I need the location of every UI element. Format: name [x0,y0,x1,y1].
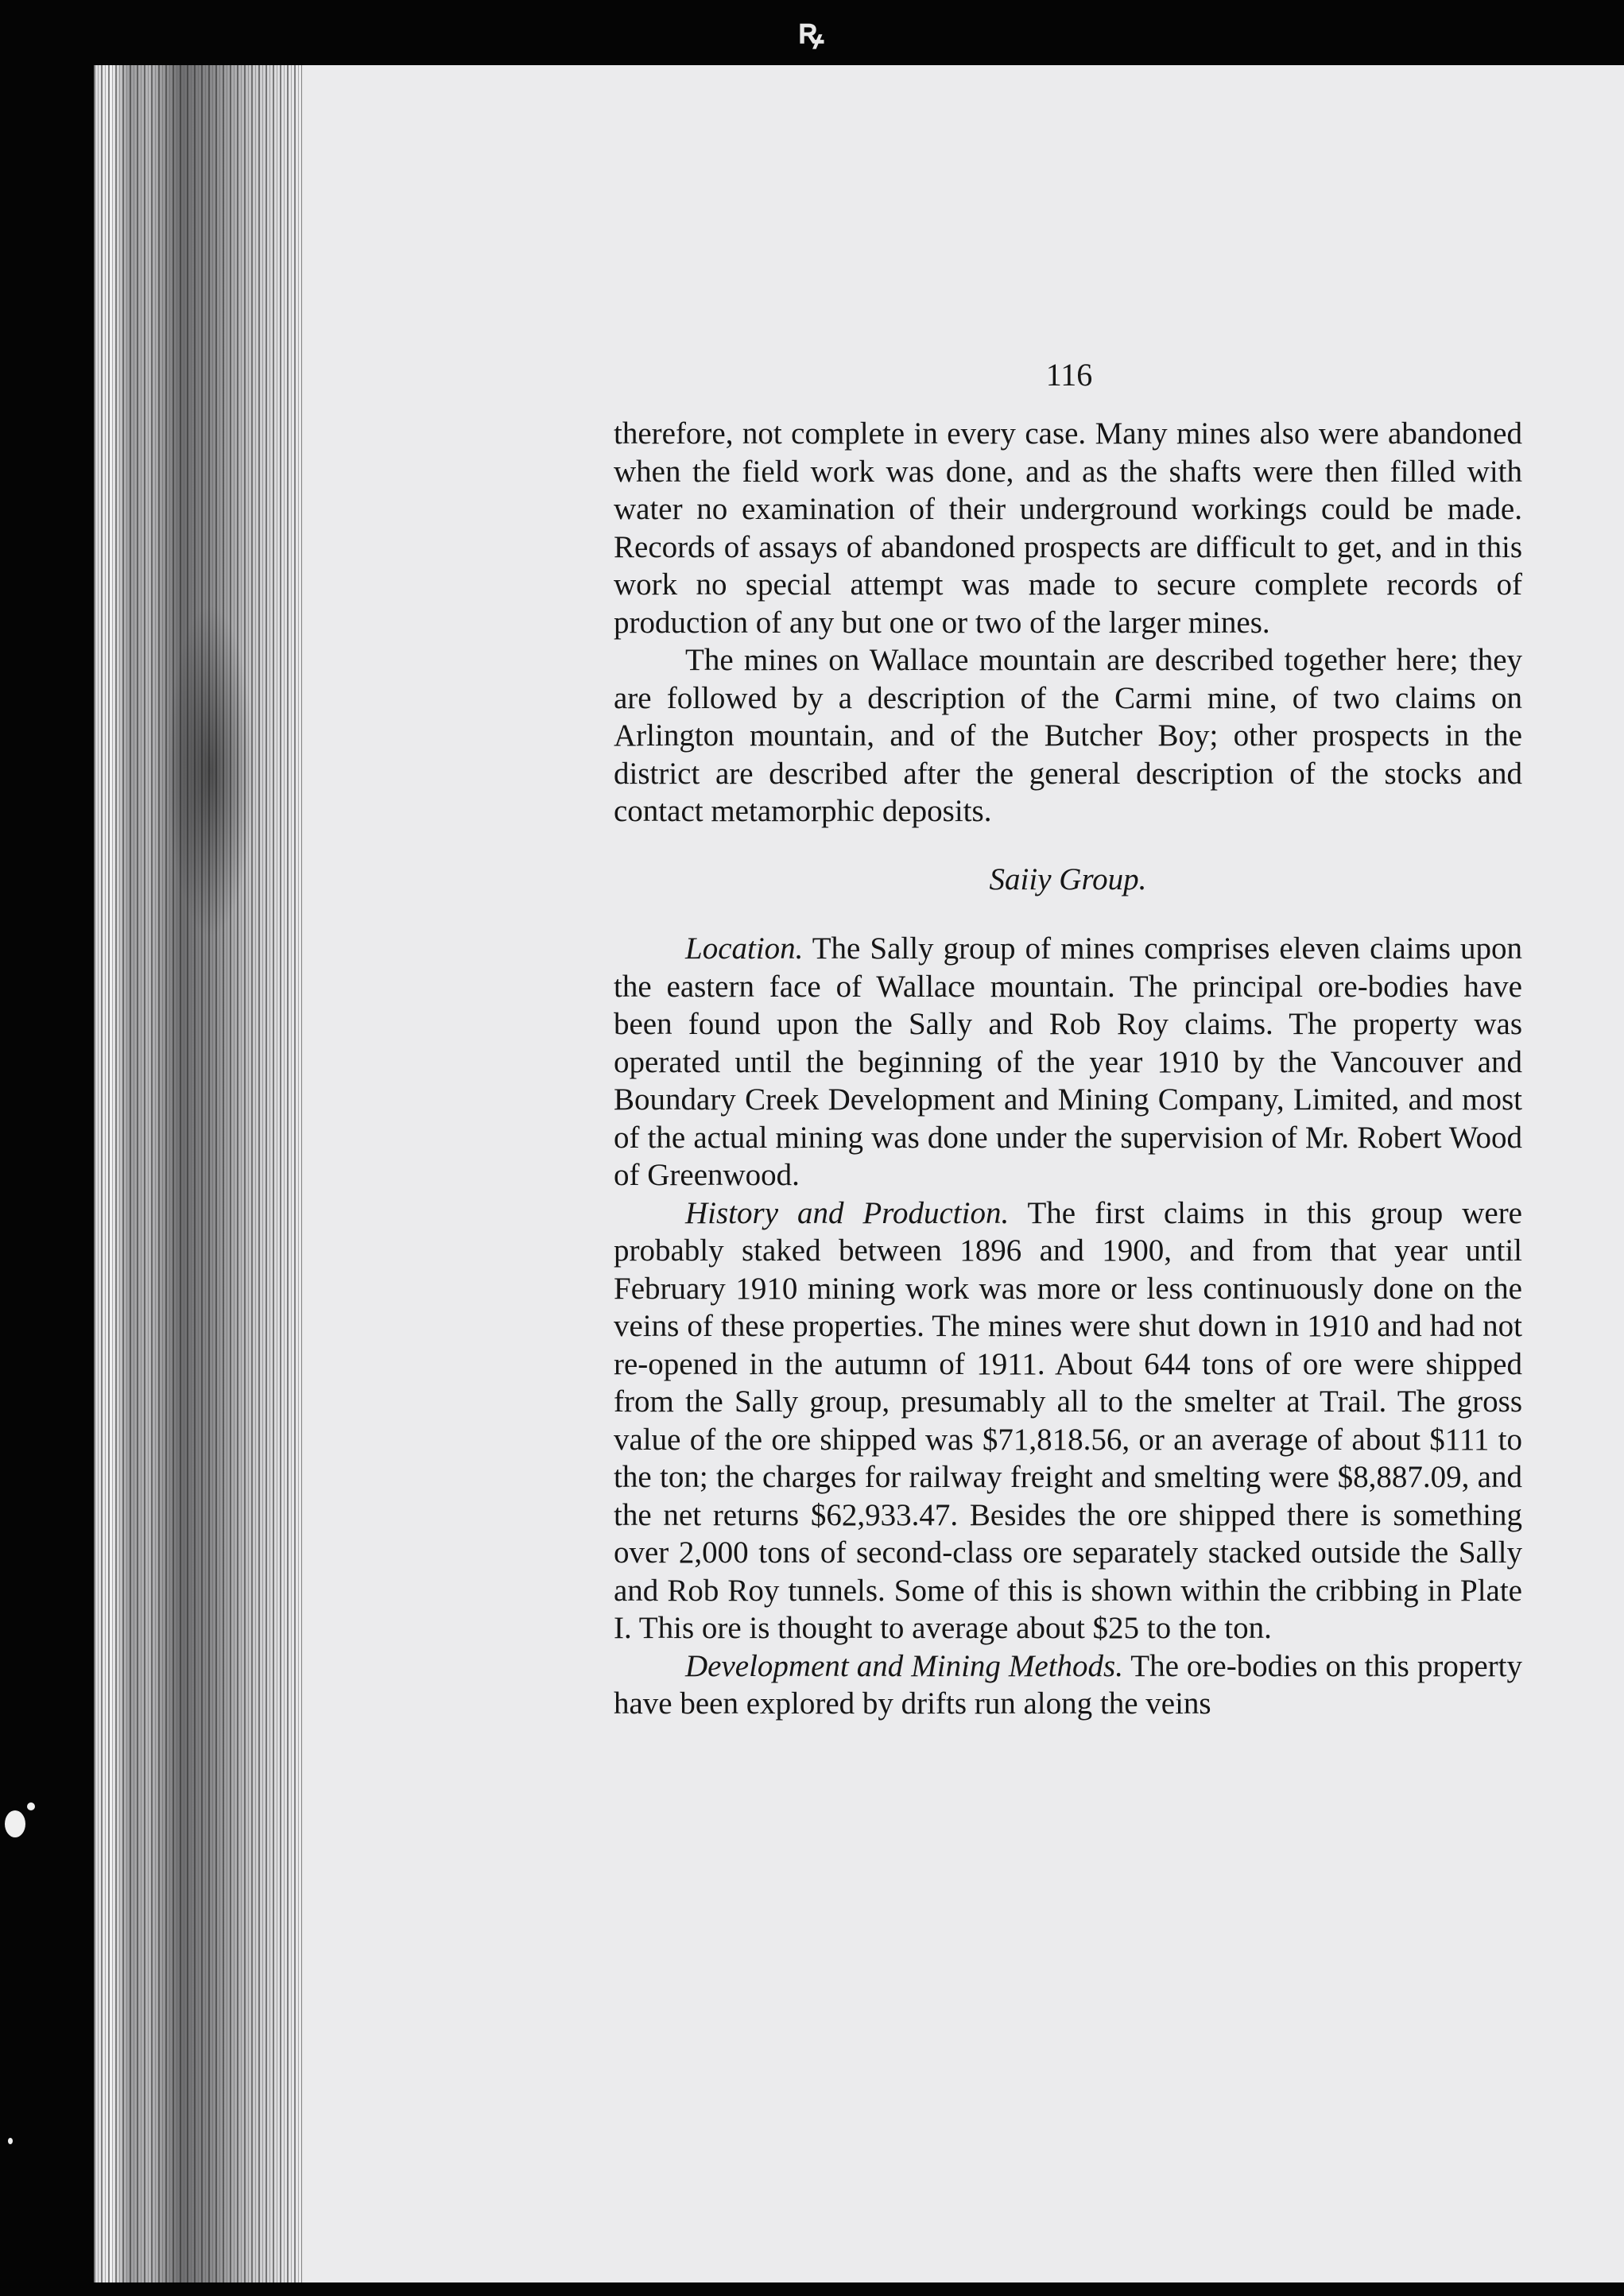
paragraph-development [614,1647,1522,1723]
page-number: 116 [1045,357,1093,393]
scan-speck [5,1810,25,1837]
page-edges-shadow [167,604,254,938]
development-text: The ore-bodies on this property have been explored by drifts run along the veins [614,1648,1522,1721]
page-edges [94,65,302,2282]
paragraph-history [614,1194,1522,1647]
scan-speck [27,1802,35,1810]
body-text [614,415,1522,1723]
paragraph-location [614,930,1522,1194]
history-text: The first claims in this group were probably staked between 1896 and 1900, and from that year until February 1910 mining work was more or less continuously done on the veins of these properties. The mines were shut down in 1910 and had not re-opened in the autumn of 1911. About 644 tons of ore were shipped from the Sally group, presumably all to the smelter at Trail. The gross value of the ore shipped was $71,818.56, or an average of about $111 to the ton; the charges for railway freight and smelting were $8,887.09, and the net returns $62,933.47. Besides the ore shipped there is something over 2,000 tons of second-class ore separately stacked outside the Sally and Rob Roy tunnels. Some of this is shown within the cribbing in Plate I. This ore is thought to average about $25 to the ton. [614,1195,1522,1645]
section-heading: Saiiy Group. [989,861,1147,896]
scan-speck [8,2138,13,2144]
location-label: Location. [685,931,804,966]
binding-mark: ꝶ [797,11,824,52]
development-label: Development and Mining Methods. [685,1648,1123,1683]
history-label: History and Production. [685,1195,1010,1230]
paragraph-wallace-mountain: The mines on Wallace mountain are described together here; they are followed by a description of the Carmi mine, of two claims on Arlington mountain, and of the Butcher Boy; other prospects in the district are described after the general description of the stocks and contact metamorphic deposits. [614,643,1522,828]
paragraph-continuation: therefore, not complete in every case. Many mines also were abandoned when the field work was done, and as the shafts were then filled with water no examination of their underground workings could be made. Records of assays of abandoned prospects are difficult to get, and in this work no special attempt was made to secure complete records of production of any but one or two of the larger mines. [614,416,1522,640]
location-text: The Sally group of mines comprises eleven claims upon the eastern face of Wallace mountain. The principal ore-bodies have been found upon the Sally and Rob Roy claims. The property was operated until the beginning of the year 1910 by the Vancouver and Boundary Creek Development and Mining Company, Limited, and most of the actual mining was done under the supervision of Mr. Robert Wood of Greenwood. [614,931,1522,1192]
